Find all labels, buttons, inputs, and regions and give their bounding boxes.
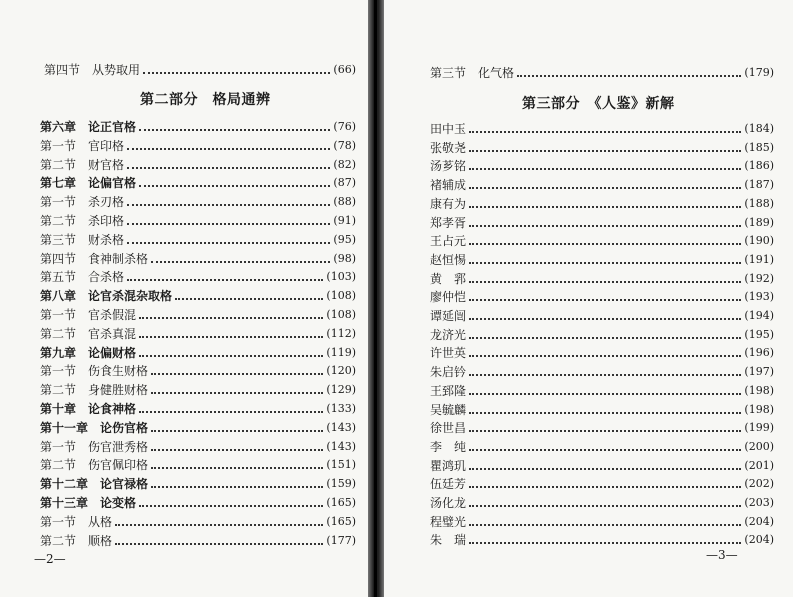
toc-entry-page: (190) — [744, 234, 774, 248]
dot-leader — [469, 486, 741, 488]
toc-entry-title: 谭延闿 — [430, 309, 467, 323]
toc-entry — [430, 64, 774, 82]
toc-entry — [40, 419, 356, 437]
toc-entry — [40, 344, 356, 362]
toc-entry-title: 朱启钤 — [430, 365, 467, 380]
toc-entry-title: 第一节 杀刃格 — [40, 195, 125, 210]
toc-entry-page: (98) — [333, 251, 356, 265]
toc-entry-page: (199) — [744, 421, 774, 435]
toc-entry-page: (204) — [744, 514, 774, 528]
dot-leader — [151, 449, 323, 451]
toc-entry — [430, 438, 774, 456]
dot-leader — [469, 374, 741, 376]
toc-entry-title: 第二节 财官格 — [40, 157, 125, 172]
toc-entry-title: 第三节 化气格 — [430, 66, 515, 80]
dot-leader — [151, 261, 330, 263]
toc-entry — [44, 61, 356, 79]
toc-entry-title: 汤芗铭 — [430, 159, 467, 174]
toc-entry — [430, 382, 774, 400]
dot-leader — [469, 299, 741, 301]
toc-entry — [430, 531, 774, 549]
toc-entry — [430, 344, 774, 362]
dot-leader — [469, 131, 741, 133]
toc-entry-page: (76) — [333, 120, 356, 133]
toc-entry — [40, 193, 356, 211]
dot-leader — [469, 468, 741, 470]
toc-entry — [430, 494, 774, 512]
toc-entry-page: (184) — [744, 122, 774, 135]
part-heading: 第三部分 《人鉴》新解 — [522, 96, 675, 112]
toc-entry-page: (78) — [333, 138, 356, 152]
toc-entry-title: 张敬尧 — [430, 140, 467, 155]
toc-entry-page: (187) — [744, 178, 774, 192]
toc-entry-title: 第一节 官印格 — [40, 138, 125, 153]
dot-leader — [139, 185, 330, 187]
left-page-number: —2— — [34, 552, 66, 566]
toc-entry-title: 黄 郛 — [430, 271, 467, 286]
toc-entry — [430, 401, 774, 419]
dot-leader — [151, 392, 323, 394]
dot-leader — [127, 148, 330, 150]
toc-entry — [430, 457, 774, 475]
toc-entry-title: 田中玉 — [430, 122, 467, 136]
toc-entry-title: 第一节 伤官泄秀格 — [40, 439, 149, 454]
toc-entry — [430, 214, 774, 232]
toc-entry-page: (191) — [744, 252, 774, 266]
dot-leader — [469, 225, 741, 227]
toc-entry-title: 程璧光 — [430, 514, 467, 529]
toc-entry-title: 第一节 官杀假混 — [40, 308, 137, 322]
toc-entry — [40, 475, 356, 493]
toc-entry-page: (133) — [326, 402, 356, 415]
dot-leader — [469, 281, 741, 283]
toc-entry-page: (198) — [744, 402, 774, 416]
right-page — [384, 0, 793, 597]
toc-entry-page: (82) — [333, 157, 356, 171]
toc-entry-title: 廖仲恺 — [430, 290, 467, 305]
toc-entry-page: (195) — [744, 327, 774, 341]
toc-entry — [430, 363, 774, 381]
toc-entry — [40, 118, 356, 136]
toc-entry-title: 第十一章 论伤官格 — [40, 420, 149, 435]
dot-leader — [151, 373, 323, 375]
toc-entry-title: 第一节 伤食生财格 — [40, 364, 149, 379]
toc-entry-page: (201) — [744, 458, 774, 472]
toc-entry — [40, 231, 356, 249]
toc-entry-title: 第八章 论官杀混杂取格 — [40, 289, 173, 304]
toc-entry-page: (203) — [744, 496, 774, 509]
toc-entry — [430, 157, 774, 175]
dot-leader — [469, 206, 741, 208]
toc-entry-title: 吴毓麟 — [430, 402, 467, 417]
dot-leader — [517, 75, 741, 77]
dot-leader — [127, 204, 330, 206]
toc-entry — [40, 438, 356, 456]
toc-entry — [430, 419, 774, 437]
dot-leader — [139, 336, 323, 338]
toc-entry-title: 第二节 官杀真混 — [40, 326, 137, 341]
toc-entry — [40, 456, 356, 474]
toc-entry — [430, 139, 774, 157]
toc-entry-page: (192) — [744, 271, 774, 285]
toc-entry-title: 康有为 — [430, 196, 467, 211]
toc-entry-title: 第七章 论偏官格 — [40, 176, 137, 191]
dot-leader — [151, 467, 323, 469]
toc-entry-title: 瞿鸿玑 — [430, 458, 467, 473]
left-page — [0, 0, 372, 597]
toc-entry-page: (103) — [326, 270, 356, 284]
toc-entry-page: (200) — [744, 439, 774, 453]
toc-entry-page: (177) — [326, 533, 356, 547]
dot-leader — [151, 486, 323, 488]
dot-leader — [139, 355, 323, 357]
toc-entry-page: (165) — [326, 514, 356, 528]
dot-leader — [469, 430, 741, 432]
toc-entry-page: (112) — [326, 326, 356, 340]
dot-leader — [139, 129, 330, 131]
toc-entry-title: 第五节 合杀格 — [40, 270, 125, 285]
toc-entry — [430, 288, 774, 306]
dot-leader — [143, 72, 330, 74]
toc-entry-title: 李 纯 — [430, 439, 467, 454]
dot-leader — [469, 150, 741, 152]
toc-entry-title: 第二节 身健胜财格 — [40, 383, 149, 398]
toc-entry-page: (202) — [744, 477, 774, 491]
toc-entry — [430, 270, 774, 288]
toc-entry-page: (159) — [326, 477, 356, 491]
toc-entry-title: 第二节 杀印格 — [40, 214, 125, 228]
toc-entry-page: (198) — [744, 383, 774, 397]
toc-entry-title: 汤化龙 — [430, 496, 467, 510]
dot-leader — [127, 279, 323, 281]
toc-entry-title: 第三节 财杀格 — [40, 232, 125, 247]
toc-entry-page: (186) — [744, 159, 774, 173]
dot-leader — [469, 542, 741, 544]
toc-entry-title: 褚辅成 — [430, 178, 467, 193]
toc-entry-title: 第十章 论食神格 — [40, 402, 137, 416]
toc-entry — [40, 268, 356, 286]
toc-entry — [40, 287, 356, 305]
toc-entry-title: 龙济光 — [430, 327, 467, 342]
toc-entry-title: 朱 瑞 — [430, 533, 467, 548]
dot-leader — [115, 543, 323, 545]
toc-entry — [40, 156, 356, 174]
dot-leader — [469, 187, 741, 189]
toc-entry — [430, 251, 774, 269]
dot-leader — [469, 355, 741, 357]
toc-entry — [40, 362, 356, 380]
toc-entry-page: (143) — [326, 439, 356, 453]
toc-entry-page: (165) — [326, 496, 356, 509]
left-toc — [0, 0, 372, 597]
toc-entry-page: (193) — [744, 290, 774, 304]
toc-entry — [40, 174, 356, 192]
toc-entry-title: 第四节 食神制杀格 — [40, 251, 149, 266]
toc-entry — [430, 176, 774, 194]
toc-entry — [40, 212, 356, 230]
toc-entry — [430, 307, 774, 325]
toc-entry-page: (143) — [326, 420, 356, 434]
toc-entry-title: 王占元 — [430, 234, 467, 249]
right-toc — [384, 0, 793, 597]
dot-leader — [469, 412, 741, 414]
toc-entry-title: 赵恒惕 — [430, 252, 467, 267]
toc-entry-title: 王郅隆 — [430, 383, 467, 398]
dot-leader — [469, 243, 741, 245]
dot-leader — [139, 505, 323, 507]
toc-entry-page: (185) — [744, 140, 774, 154]
toc-entry — [430, 232, 774, 250]
toc-entry-page: (197) — [744, 365, 774, 379]
toc-entry — [40, 532, 356, 550]
dot-leader — [151, 430, 323, 432]
toc-entry-page: (194) — [744, 309, 774, 322]
dot-leader — [469, 505, 741, 507]
toc-entry-page: (119) — [326, 345, 356, 359]
right-page-number: —3— — [706, 548, 738, 562]
toc-entry-title: 第十二章 论官禄格 — [40, 477, 149, 492]
toc-entry — [430, 326, 774, 344]
toc-entry-title: 第二节 伤官佩印格 — [40, 458, 149, 473]
toc-entry-page: (196) — [744, 346, 774, 360]
toc-entry-page: (188) — [744, 196, 774, 210]
toc-entry-page: (66) — [333, 63, 356, 76]
dot-leader — [127, 223, 330, 225]
dot-leader — [469, 337, 741, 339]
toc-entry — [40, 400, 356, 418]
dot-leader — [139, 317, 323, 319]
toc-entry — [40, 325, 356, 343]
toc-entry-page: (129) — [326, 383, 356, 397]
dot-leader — [469, 318, 741, 320]
toc-entry-page: (108) — [326, 289, 356, 303]
dot-leader — [469, 262, 741, 264]
toc-entry-page: (95) — [333, 232, 356, 246]
toc-entry — [430, 475, 774, 493]
toc-entry-title: 徐世昌 — [430, 421, 467, 436]
toc-entry — [430, 513, 774, 531]
toc-entry-title: 第二节 顺格 — [40, 533, 113, 548]
dot-leader — [469, 449, 741, 451]
part-heading: 第二部分 格局通辨 — [140, 92, 271, 108]
toc-entry-page: (151) — [326, 458, 356, 472]
toc-entry-page: (88) — [333, 195, 356, 209]
toc-entry — [40, 513, 356, 531]
toc-entry — [430, 120, 774, 138]
dot-leader — [115, 524, 323, 526]
toc-entry — [40, 137, 356, 155]
toc-entry-page: (91) — [333, 214, 356, 227]
toc-entry-title: 第九章 论偏财格 — [40, 345, 137, 360]
toc-entry — [430, 195, 774, 213]
dot-leader — [139, 411, 323, 413]
dot-leader — [127, 167, 330, 169]
dot-leader — [469, 524, 741, 526]
dot-leader — [175, 298, 323, 300]
toc-entry-title: 许世英 — [430, 346, 467, 361]
toc-entry-page: (189) — [744, 215, 774, 229]
toc-entry-title: 郑孝胥 — [430, 215, 467, 230]
dot-leader — [469, 168, 741, 170]
toc-entry-page: (87) — [333, 176, 356, 190]
toc-entry — [40, 250, 356, 268]
toc-entry-title: 第一节 从格 — [40, 514, 113, 529]
dot-leader — [469, 393, 741, 395]
toc-entry-page: (179) — [744, 66, 774, 79]
dot-leader — [127, 242, 330, 244]
toc-entry-title: 第十三章 论变格 — [40, 496, 137, 510]
toc-entry-title: 伍廷芳 — [430, 477, 467, 492]
toc-entry — [40, 381, 356, 399]
toc-entry-page: (204) — [744, 533, 774, 547]
toc-entry-page: (120) — [326, 364, 356, 378]
toc-entry — [40, 306, 356, 324]
toc-entry-title: 第六章 论正官格 — [40, 120, 137, 134]
toc-entry — [40, 494, 356, 512]
toc-entry-title: 第四节 从势取用 — [44, 63, 141, 77]
toc-entry-page: (108) — [326, 308, 356, 321]
